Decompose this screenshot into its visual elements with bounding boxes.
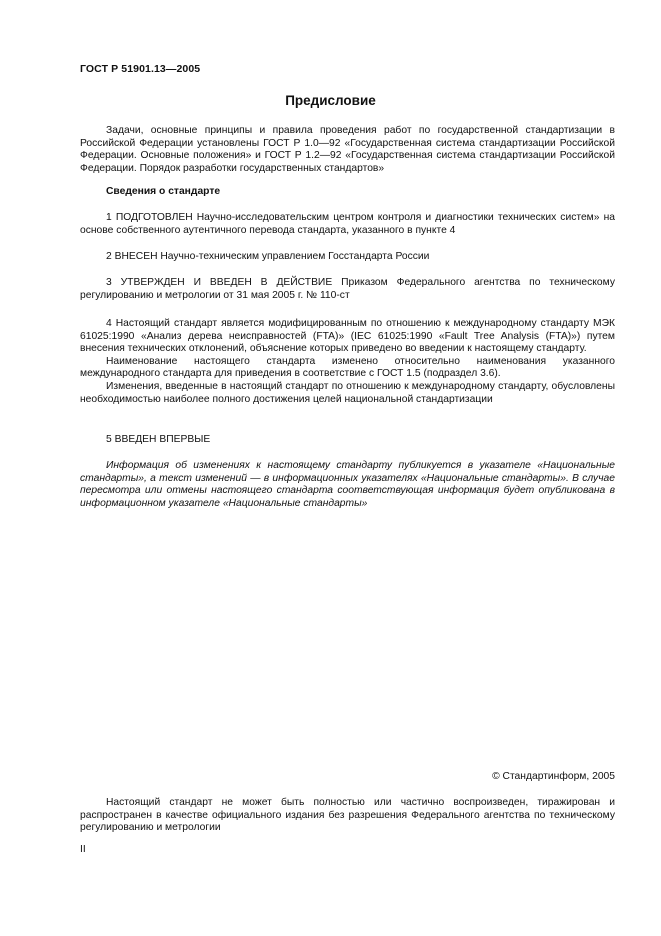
item-4-changes-paragraph: Изменения, введенные в настоящий стандарт по отношению к международному стандарту, обусловлены необходимостью наиболее полного достижения целей национальной стандартизации [80, 380, 615, 405]
intro-paragraph: Задачи, основные принципы и правила проведения работ по государственной стандартизации в Российской Федерации установлены ГОСТ Р 1.0—92 «Государственная система стандартизации Российской Федерации. Основные положения» и ГОСТ Р 1.2—92 «Государственная система стандартизации Российской Федерации. Порядок разработки государственных стандартов» [80, 125, 615, 174]
item-1-paragraph: 1 ПОДГОТОВЛЕН Научно-исследовательским центром контроля и диагностики технических систем» на основе собственного аутентичного перевода стандарта, указанного в пункте 4 [80, 212, 615, 236]
item-4-paragraph: 4 Настоящий стандарт является модифицированным по отношению к международному стандарту МЭК 61025:1990 «Анализ дерева неисправностей (FTA)» (IEC 61025:1990 «Fault Tree Analysis (FTA)») путем внесения технических отклонений, объяснение которых приведено во введении к настоящему стандарту. [80, 318, 615, 355]
item-2-block [80, 251, 615, 264]
item-5-paragraph: 5 ВВЕДЕН ВПЕРВЫЕ [106, 434, 211, 445]
page-number: II [80, 844, 86, 855]
document-header: ГОСТ Р 51901.13—2005 [80, 63, 201, 75]
section-heading: Сведения о стандарте [106, 186, 221, 197]
intro-block [80, 125, 615, 175]
item-3-block [80, 277, 615, 302]
info-block [80, 460, 615, 510]
item-5-block [80, 434, 615, 447]
item-2-paragraph: 2 ВНЕСЕН Научно-техническим управлением Госстандарта России [106, 251, 430, 262]
item-4-name-change-paragraph: Наименование настоящего стандарта изменено относительно наименования указанного международного стандарта для приведения в соответствие с ГОСТ 1.5 (подраздел 3.6). [80, 355, 615, 380]
item-1-block [80, 212, 615, 237]
legal-notice-block [80, 797, 615, 835]
page-title: Предисловие [285, 93, 376, 108]
section-heading-block [80, 186, 615, 199]
copyright-notice: © Стандартинформ, 2005 [492, 771, 615, 782]
item-4-block [80, 318, 615, 406]
legal-notice-paragraph: Настоящий стандарт не может быть полностью или частично воспроизведен, тиражирован и распространен в качестве официального издания без разрешения Федерального агентства по техническому регулированию и метрологии [80, 797, 615, 834]
info-paragraph: Информация об изменениях к настоящему стандарту публикуется в указателе «Национальные стандарты», а текст изменений — в информационных указателях «Национальные стандарты». В случае пересмотра или отмены настоящего стандарта соответствующая информация будет опубликована в информационном указателе «Национальные стандарты» [80, 460, 615, 509]
item-3-paragraph: 3 УТВЕРЖДЕН И ВВЕДЕН В ДЕЙСТВИЕ Приказом Федерального агентства по техническому регулированию и метрологии от 31 мая 2005 г. № 110-ст [80, 277, 615, 301]
